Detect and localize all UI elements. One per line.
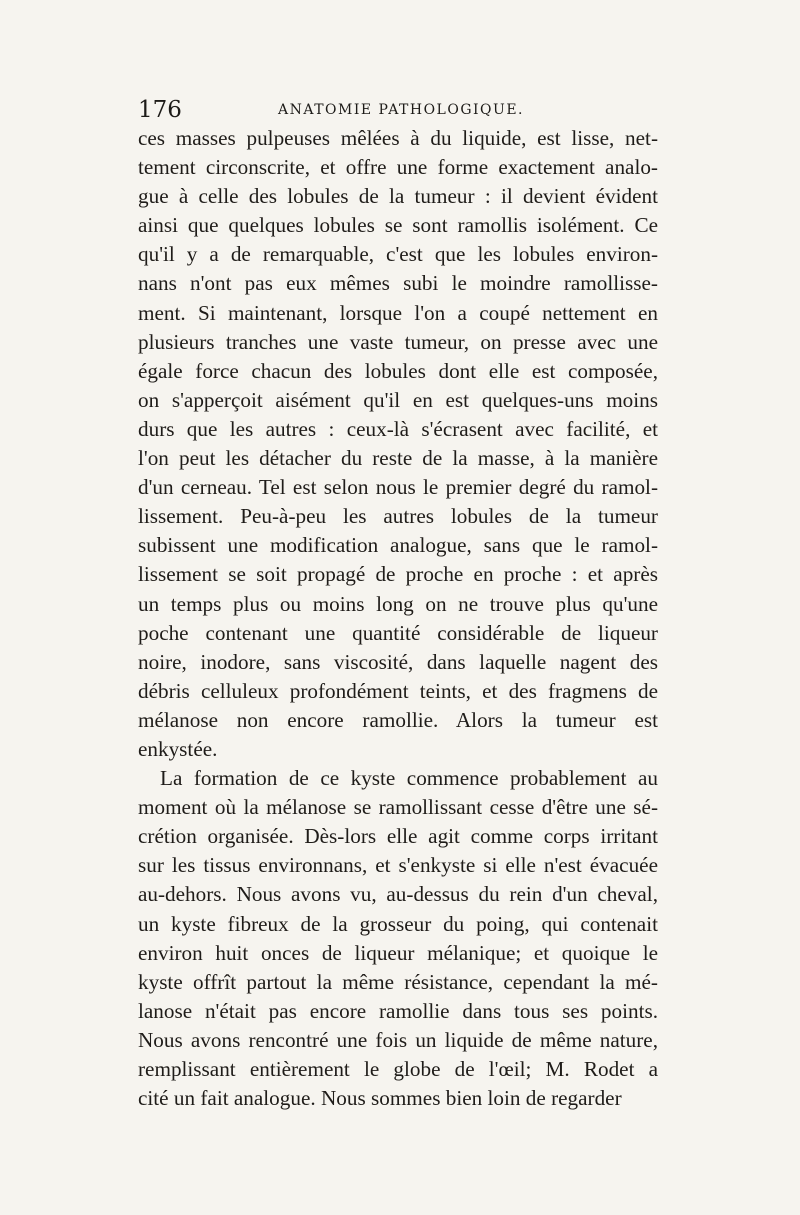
text-line: mélanose non encore ramollie. Alors la tumeur est [138, 707, 658, 732]
text-line: d'un cerneau. Tel est selon nous le premier degré du ramol- [138, 475, 658, 500]
text-line: un temps plus ou moins long on ne trouve plus qu'une [138, 591, 658, 616]
text-line: environ huit onces de liqueur mélanique; et quoique le [138, 940, 658, 965]
text-line: noire, inodore, sans viscosité, dans laquelle nagent des [138, 649, 658, 674]
text-line: qu'il y a de remarquable, c'est que les lobules environ- [138, 242, 658, 267]
body-text [138, 124, 658, 1113]
text-line: plusieurs tranches une vaste tumeur, on presse avec une [138, 329, 658, 354]
running-head: ANATOMIE PATHOLOGIQUE. [278, 102, 524, 118]
text-line: lissement. Peu-à-peu les autres lobules de la tumeur [138, 504, 658, 529]
text-line: crétion organisée. Dès-lors elle agit comme corps irritant [138, 824, 658, 849]
text-line: durs que les autres : ceux-là s'écrasent avec facilité, et [138, 416, 658, 441]
text-line: un kyste fibreux de la grosseur du poing, qui contenait [138, 911, 658, 936]
text-line: gue à celle des lobules de la tumeur : il devient évident [138, 184, 658, 209]
text-lines [138, 124, 658, 1113]
text-line: poche contenant une quantité considérable de liqueur [138, 620, 658, 645]
text-line: moment où la mélanose se ramollissant cesse d'être une sé- [138, 795, 658, 820]
text-line: lanose n'était pas encore ramollie dans tous ses points. [138, 998, 658, 1023]
text-line: on s'apperçoit aisément qu'il en est quelques-uns moins [138, 387, 658, 412]
page-number: 176 [138, 97, 182, 123]
text-line: sur les tissus environnans, et s'enkyste si elle n'est évacuée [138, 853, 658, 878]
text-line: La formation de ce kyste commence probablement au [160, 766, 658, 791]
text-line: l'on peut les détacher du reste de la masse, à la manière [138, 446, 658, 471]
text-line: cité un fait analogue. Nous sommes bien loin de regarder [138, 1086, 622, 1111]
text-line: égale force chacun des lobules dont elle est composée, [138, 358, 658, 383]
text-line: débris celluleux profondément teints, et des fragmens de [138, 678, 658, 703]
text-line: Nous avons rencontré une fois un liquide de même nature, [138, 1027, 658, 1052]
text-line: ment. Si maintenant, lorsque l'on a coupé nettement en [138, 300, 658, 325]
text-line: ainsi que quelques lobules se sont ramollis isolément. Ce [138, 213, 658, 238]
text-line: remplissant entièrement le globe de l'œil; M. Rodet a [138, 1057, 658, 1081]
text-line: ces masses pulpeuses mêlées à du liquide, est lisse, net- [138, 126, 658, 150]
text-line: nans n'ont pas eux mêmes subi le moindre ramollisse- [138, 271, 658, 296]
page-header [138, 96, 658, 124]
text-line: tement circonscrite, et offre une forme exactement analo- [138, 155, 658, 180]
text-line: subissent une modification analogue, sans que le ramol- [138, 533, 658, 558]
text-line: kyste offrît partout la même résistance, cependant la mé- [138, 969, 658, 994]
text-line: au-dehors. Nous avons vu, au-dessus du rein d'un cheval, [138, 882, 658, 907]
text-line: lissement se soit propagé de proche en proche : et après [138, 562, 658, 587]
text-line: enkystée. [138, 736, 218, 761]
